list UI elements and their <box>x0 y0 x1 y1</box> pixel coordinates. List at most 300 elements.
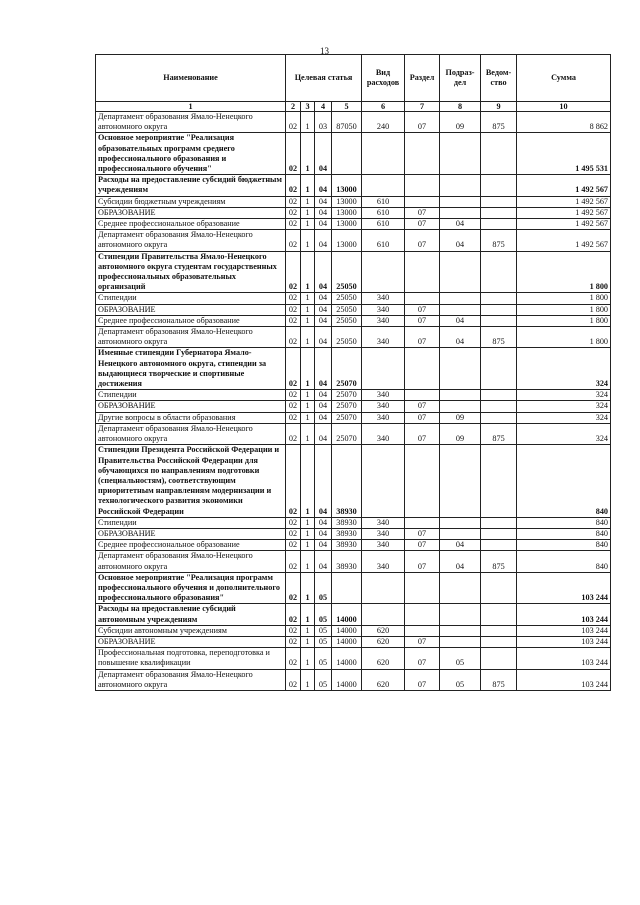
target-code-1: 02 <box>286 636 301 647</box>
table-row <box>96 669 611 690</box>
department-cell <box>481 604 517 625</box>
amount-cell: 103 244 <box>517 648 611 669</box>
subsection-cell: 04 <box>440 327 481 348</box>
target-code-3: 05 <box>315 636 332 647</box>
target-code-3: 04 <box>315 540 332 551</box>
subsection-cell: 04 <box>440 230 481 251</box>
row-name-cell: Субсидии автономным учреждениям <box>96 625 286 636</box>
row-name-cell: Профессиональная подготовка, переподготовка и повышение квалификации <box>96 648 286 669</box>
table-row <box>96 390 611 401</box>
amount-cell: 324 <box>517 412 611 423</box>
col-number: 3 <box>301 102 315 112</box>
expense-type-cell: 340 <box>362 528 405 539</box>
target-code-4: 14000 <box>332 648 362 669</box>
subsection-cell <box>440 133 481 175</box>
department-cell <box>481 517 517 528</box>
target-code-3: 04 <box>315 207 332 218</box>
expense-type-cell: 340 <box>362 390 405 401</box>
expense-type-cell: 610 <box>362 230 405 251</box>
col-number: 10 <box>517 102 611 112</box>
target-code-4: 14000 <box>332 625 362 636</box>
target-code-1: 02 <box>286 445 301 517</box>
target-code-2: 1 <box>301 304 315 315</box>
section-cell: 07 <box>405 540 440 551</box>
expense-type-cell <box>362 445 405 517</box>
expense-type-cell: 620 <box>362 648 405 669</box>
row-name-cell: Стипендии Президента Российской Федерации и Правительства Российской Федерации для обучающихся по направлениям подготовки (специальностям), соответствующим приоритетным направлениям модернизации и технологического развития экономики Российской Федерации <box>96 445 286 517</box>
row-name-cell: ОБРАЗОВАНИЕ <box>96 636 286 647</box>
section-cell: 07 <box>405 304 440 315</box>
target-code-3: 04 <box>315 133 332 175</box>
target-code-2: 1 <box>301 445 315 517</box>
department-cell <box>481 196 517 207</box>
col-number: 2 <box>286 102 301 112</box>
target-code-4: 38930 <box>332 517 362 528</box>
row-name-cell: Департамент образования Ямало-Ненецкого автономного округа <box>96 327 286 348</box>
amount-cell: 840 <box>517 551 611 572</box>
section-cell <box>405 390 440 401</box>
section-cell: 07 <box>405 315 440 326</box>
subsection-cell <box>440 293 481 304</box>
table-row <box>96 327 611 348</box>
subsection-cell <box>440 401 481 412</box>
target-code-3: 04 <box>315 304 332 315</box>
department-cell <box>481 348 517 390</box>
amount-cell: 324 <box>517 423 611 444</box>
target-code-1: 02 <box>286 348 301 390</box>
target-code-4 <box>332 133 362 175</box>
target-code-3: 03 <box>315 112 332 133</box>
expense-type-cell: 610 <box>362 196 405 207</box>
row-name-cell: Стипендии <box>96 517 286 528</box>
target-code-2: 1 <box>301 348 315 390</box>
expense-type-cell: 620 <box>362 669 405 690</box>
target-code-3: 04 <box>315 219 332 230</box>
section-cell: 07 <box>405 327 440 348</box>
subsection-cell <box>440 175 481 196</box>
target-code-2: 1 <box>301 517 315 528</box>
target-code-3: 04 <box>315 528 332 539</box>
section-cell: 07 <box>405 412 440 423</box>
target-code-4: 25070 <box>332 348 362 390</box>
department-cell: 875 <box>481 327 517 348</box>
target-code-1: 02 <box>286 669 301 690</box>
target-code-4: 25070 <box>332 390 362 401</box>
table-row <box>96 540 611 551</box>
target-code-2: 1 <box>301 133 315 175</box>
row-name-cell: Среднее профессиональное образование <box>96 540 286 551</box>
table-row <box>96 304 611 315</box>
section-cell: 07 <box>405 528 440 539</box>
expense-type-cell: 340 <box>362 304 405 315</box>
department-cell <box>481 540 517 551</box>
row-name-cell: Среднее профессиональное образование <box>96 315 286 326</box>
target-code-1: 02 <box>286 551 301 572</box>
amount-cell: 103 244 <box>517 572 611 604</box>
amount-cell: 1 492 567 <box>517 219 611 230</box>
table-row <box>96 445 611 517</box>
section-cell <box>405 133 440 175</box>
department-cell <box>481 304 517 315</box>
target-code-3: 04 <box>315 196 332 207</box>
target-code-2: 1 <box>301 540 315 551</box>
target-code-3: 04 <box>315 230 332 251</box>
target-code-4: 13000 <box>332 219 362 230</box>
row-name-cell: ОБРАЗОВАНИЕ <box>96 207 286 218</box>
table-row <box>96 604 611 625</box>
target-code-3: 05 <box>315 572 332 604</box>
amount-cell: 103 244 <box>517 604 611 625</box>
expense-type-cell <box>362 251 405 293</box>
section-cell: 07 <box>405 551 440 572</box>
subsection-cell <box>440 528 481 539</box>
subsection-cell: 09 <box>440 412 481 423</box>
target-code-3: 04 <box>315 348 332 390</box>
subsection-cell <box>440 572 481 604</box>
target-code-4: 38930 <box>332 445 362 517</box>
row-name-cell: Департамент образования Ямало-Ненецкого автономного округа <box>96 669 286 690</box>
target-code-3: 04 <box>315 251 332 293</box>
col-number: 5 <box>332 102 362 112</box>
target-code-1: 02 <box>286 604 301 625</box>
col-number: 8 <box>440 102 481 112</box>
amount-cell: 103 244 <box>517 625 611 636</box>
section-cell: 07 <box>405 207 440 218</box>
expense-type-cell <box>362 572 405 604</box>
header-summa: Сумма <box>517 55 611 102</box>
col-number: 1 <box>96 102 286 112</box>
department-cell <box>481 445 517 517</box>
subsection-cell <box>440 390 481 401</box>
department-cell <box>481 390 517 401</box>
row-name-cell: Именные стипендии Губернатора Ямало-Ненецкого автономного округа, стипендии за выдающиеся творческие и спортивные достижения <box>96 348 286 390</box>
amount-cell: 324 <box>517 390 611 401</box>
target-code-3: 05 <box>315 604 332 625</box>
section-cell <box>405 348 440 390</box>
subsection-cell <box>440 604 481 625</box>
page-number: 13 <box>320 46 329 56</box>
row-name-cell: ОБРАЗОВАНИЕ <box>96 401 286 412</box>
expense-type-cell: 610 <box>362 207 405 218</box>
table-row <box>96 196 611 207</box>
amount-cell: 1 492 567 <box>517 207 611 218</box>
col-number: 9 <box>481 102 517 112</box>
department-cell: 875 <box>481 423 517 444</box>
expense-type-cell <box>362 133 405 175</box>
target-code-3: 04 <box>315 517 332 528</box>
target-code-4: 38930 <box>332 551 362 572</box>
target-code-1: 02 <box>286 390 301 401</box>
expense-type-cell: 340 <box>362 412 405 423</box>
target-code-1: 02 <box>286 517 301 528</box>
row-name-cell: Основное мероприятие "Реализация образовательных программ среднего профессионального образования и профессионального обучения" <box>96 133 286 175</box>
amount-cell: 103 244 <box>517 636 611 647</box>
row-name-cell: Стипендии <box>96 390 286 401</box>
section-cell <box>405 196 440 207</box>
table-row <box>96 133 611 175</box>
row-name-cell: Стипендии <box>96 293 286 304</box>
target-code-3: 05 <box>315 648 332 669</box>
section-cell <box>405 517 440 528</box>
target-code-2: 1 <box>301 112 315 133</box>
table-row <box>96 112 611 133</box>
target-code-3: 04 <box>315 401 332 412</box>
amount-cell: 324 <box>517 348 611 390</box>
subsection-cell: 09 <box>440 423 481 444</box>
target-code-4: 14000 <box>332 669 362 690</box>
department-cell <box>481 175 517 196</box>
row-name-cell: Основное мероприятие "Реализация программ профессионального обучения и дополнительного профессионального образования" <box>96 572 286 604</box>
header-vid: Вид расходов <box>362 55 405 102</box>
amount-cell: 1 492 567 <box>517 196 611 207</box>
amount-cell: 1 492 567 <box>517 230 611 251</box>
section-cell <box>405 572 440 604</box>
target-code-1: 02 <box>286 315 301 326</box>
table-row <box>96 528 611 539</box>
row-name-cell: Среднее профессиональное образование <box>96 219 286 230</box>
target-code-4: 25070 <box>332 401 362 412</box>
department-cell <box>481 401 517 412</box>
target-code-4: 38930 <box>332 528 362 539</box>
header-row <box>96 55 611 102</box>
amount-cell: 103 244 <box>517 669 611 690</box>
expense-type-cell: 610 <box>362 219 405 230</box>
target-code-1: 02 <box>286 572 301 604</box>
section-cell <box>405 251 440 293</box>
table-row <box>96 423 611 444</box>
amount-cell: 1 800 <box>517 251 611 293</box>
subsection-cell <box>440 196 481 207</box>
amount-cell: 840 <box>517 445 611 517</box>
amount-cell: 8 862 <box>517 112 611 133</box>
subsection-cell: 05 <box>440 669 481 690</box>
header-razdel: Раздел <box>405 55 440 102</box>
target-code-4: 13000 <box>332 207 362 218</box>
row-name-cell: Департамент образования Ямало-Ненецкого автономного округа <box>96 423 286 444</box>
target-code-4: 87050 <box>332 112 362 133</box>
subsection-cell: 04 <box>440 315 481 326</box>
target-code-3: 04 <box>315 423 332 444</box>
target-code-4: 13000 <box>332 230 362 251</box>
row-name-cell: Стипендии Правительства Ямало-Ненецкого автономного округа студентам государственных профессиональных образовательных организаций <box>96 251 286 293</box>
target-code-1: 02 <box>286 327 301 348</box>
amount-cell: 840 <box>517 528 611 539</box>
amount-cell: 324 <box>517 401 611 412</box>
department-cell <box>481 572 517 604</box>
table-row <box>96 230 611 251</box>
amount-cell: 1 800 <box>517 327 611 348</box>
target-code-2: 1 <box>301 196 315 207</box>
target-code-2: 1 <box>301 315 315 326</box>
target-code-1: 02 <box>286 219 301 230</box>
table-row <box>96 636 611 647</box>
target-code-4: 13000 <box>332 175 362 196</box>
department-cell <box>481 412 517 423</box>
expense-type-cell: 340 <box>362 327 405 348</box>
department-cell <box>481 219 517 230</box>
target-code-2: 1 <box>301 251 315 293</box>
target-code-1: 02 <box>286 412 301 423</box>
row-name-cell: Департамент образования Ямало-Ненецкого автономного округа <box>96 551 286 572</box>
target-code-1: 02 <box>286 175 301 196</box>
expense-type-cell: 620 <box>362 625 405 636</box>
subsection-cell <box>440 304 481 315</box>
target-code-2: 1 <box>301 219 315 230</box>
table-row <box>96 625 611 636</box>
target-code-2: 1 <box>301 572 315 604</box>
expense-type-cell: 340 <box>362 423 405 444</box>
row-name-cell: Расходы на предоставление субсидий автономным учреждениям <box>96 604 286 625</box>
department-cell <box>481 315 517 326</box>
col-number: 7 <box>405 102 440 112</box>
subsection-cell <box>440 251 481 293</box>
target-code-1: 02 <box>286 304 301 315</box>
department-cell: 875 <box>481 669 517 690</box>
target-code-1: 02 <box>286 230 301 251</box>
target-code-3: 04 <box>315 315 332 326</box>
subsection-cell <box>440 207 481 218</box>
section-cell: 07 <box>405 423 440 444</box>
table-row <box>96 572 611 604</box>
budget-table <box>95 54 611 691</box>
target-code-2: 1 <box>301 669 315 690</box>
target-code-3: 04 <box>315 327 332 348</box>
department-cell <box>481 625 517 636</box>
target-code-1: 02 <box>286 540 301 551</box>
section-cell: 07 <box>405 401 440 412</box>
department-cell <box>481 293 517 304</box>
target-code-2: 1 <box>301 648 315 669</box>
subsection-cell <box>440 348 481 390</box>
target-code-1: 02 <box>286 528 301 539</box>
header-target: Целевая статья <box>286 55 362 102</box>
department-cell: 875 <box>481 112 517 133</box>
target-code-2: 1 <box>301 175 315 196</box>
target-code-4: 25050 <box>332 315 362 326</box>
target-code-4 <box>332 572 362 604</box>
table-row <box>96 251 611 293</box>
expense-type-cell: 240 <box>362 112 405 133</box>
table-row <box>96 348 611 390</box>
table-row <box>96 551 611 572</box>
expense-type-cell <box>362 604 405 625</box>
target-code-3: 04 <box>315 412 332 423</box>
row-name-cell: Департамент образования Ямало-Ненецкого автономного округа <box>96 112 286 133</box>
target-code-4: 25070 <box>332 412 362 423</box>
target-code-4: 25050 <box>332 251 362 293</box>
subsection-cell: 04 <box>440 540 481 551</box>
table-row <box>96 293 611 304</box>
target-code-4: 25070 <box>332 423 362 444</box>
table-row <box>96 175 611 196</box>
target-code-4: 25050 <box>332 304 362 315</box>
target-code-1: 02 <box>286 196 301 207</box>
target-code-3: 04 <box>315 551 332 572</box>
target-code-2: 1 <box>301 551 315 572</box>
amount-cell: 1 800 <box>517 315 611 326</box>
section-cell <box>405 445 440 517</box>
expense-type-cell: 620 <box>362 636 405 647</box>
table-row <box>96 207 611 218</box>
section-cell <box>405 625 440 636</box>
target-code-2: 1 <box>301 604 315 625</box>
target-code-1: 02 <box>286 625 301 636</box>
section-cell <box>405 604 440 625</box>
row-name-cell: ОБРАЗОВАНИЕ <box>96 304 286 315</box>
amount-cell: 1 800 <box>517 293 611 304</box>
section-cell: 07 <box>405 636 440 647</box>
subsection-cell <box>440 445 481 517</box>
table-row <box>96 315 611 326</box>
table-row <box>96 517 611 528</box>
department-cell: 875 <box>481 551 517 572</box>
section-cell: 07 <box>405 219 440 230</box>
department-cell <box>481 207 517 218</box>
department-cell: 875 <box>481 230 517 251</box>
target-code-1: 02 <box>286 112 301 133</box>
department-cell <box>481 648 517 669</box>
target-code-2: 1 <box>301 401 315 412</box>
amount-cell: 840 <box>517 540 611 551</box>
target-code-2: 1 <box>301 423 315 444</box>
target-code-4: 38930 <box>332 540 362 551</box>
row-name-cell: Расходы на предоставление субсидий бюджетным учреждениям <box>96 175 286 196</box>
target-code-4: 25050 <box>332 293 362 304</box>
row-name-cell: ОБРАЗОВАНИЕ <box>96 528 286 539</box>
column-numbers-row <box>96 102 611 112</box>
expense-type-cell: 340 <box>362 315 405 326</box>
expense-type-cell <box>362 175 405 196</box>
section-cell: 07 <box>405 669 440 690</box>
header-podrazdel: Подраз-дел <box>440 55 481 102</box>
table-row <box>96 412 611 423</box>
table-row <box>96 401 611 412</box>
row-name-cell: Департамент образования Ямало-Ненецкого автономного округа <box>96 230 286 251</box>
target-code-1: 02 <box>286 401 301 412</box>
target-code-4: 13000 <box>332 196 362 207</box>
expense-type-cell: 340 <box>362 551 405 572</box>
subsection-cell <box>440 636 481 647</box>
target-code-3: 04 <box>315 445 332 517</box>
target-code-1: 02 <box>286 423 301 444</box>
subsection-cell: 04 <box>440 551 481 572</box>
table-row <box>96 648 611 669</box>
col-number: 4 <box>315 102 332 112</box>
target-code-2: 1 <box>301 293 315 304</box>
header-vedomstvo: Ведом-ство <box>481 55 517 102</box>
section-cell <box>405 293 440 304</box>
subsection-cell: 09 <box>440 112 481 133</box>
subsection-cell <box>440 625 481 636</box>
target-code-2: 1 <box>301 390 315 401</box>
section-cell: 07 <box>405 648 440 669</box>
department-cell <box>481 636 517 647</box>
target-code-2: 1 <box>301 625 315 636</box>
target-code-4: 14000 <box>332 604 362 625</box>
department-cell <box>481 528 517 539</box>
section-cell: 07 <box>405 112 440 133</box>
target-code-3: 04 <box>315 293 332 304</box>
subsection-cell: 05 <box>440 648 481 669</box>
target-code-3: 05 <box>315 669 332 690</box>
department-cell <box>481 251 517 293</box>
target-code-2: 1 <box>301 327 315 348</box>
table-row <box>96 219 611 230</box>
expense-type-cell <box>362 348 405 390</box>
expense-type-cell: 340 <box>362 293 405 304</box>
target-code-4: 25050 <box>332 327 362 348</box>
row-name-cell: Субсидии бюджетным учреждениям <box>96 196 286 207</box>
